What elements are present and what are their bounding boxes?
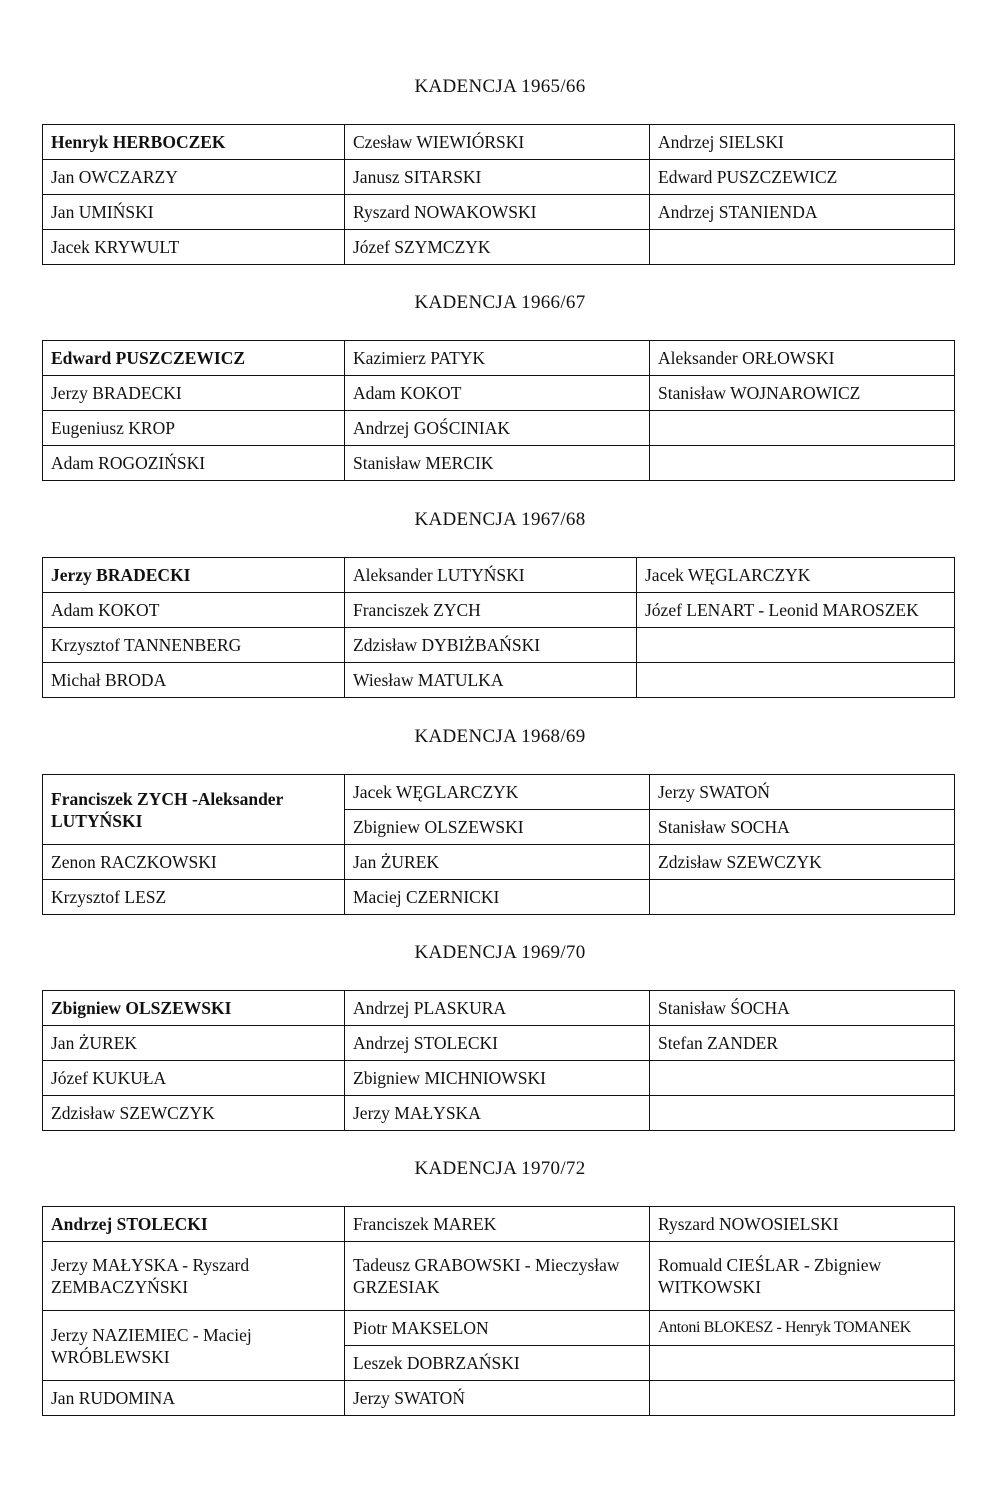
table-cell: Stanisław SOCHA [650,810,955,845]
table-cell: Eugeniusz KROP [43,411,345,446]
table-cell: Jacek WĘGLARCZYK [637,558,955,593]
table-cell: Jacek WĘGLARCZYK [345,775,650,810]
table-cell [650,1061,955,1096]
table-row [43,376,955,411]
table-cell [650,1381,955,1416]
table-cell: Tadeusz GRABOWSKI - Mieczysław GRZESIAK [345,1242,650,1311]
table-cell [650,230,955,265]
table-row [43,663,955,698]
table-cell: Leszek DOBRZAŃSKI [345,1346,650,1381]
table-cell: Andrzej STANIENDA [650,195,955,230]
table-cell: Jan OWCZARZY [43,160,345,195]
table-cell: Jacek KRYWULT [43,230,345,265]
table-cell: Józef SZYMCZYK [345,230,650,265]
table-cell: Jan RUDOMINA [43,1381,345,1416]
members-table-1965-66 [42,124,955,265]
table-cell: Józef LENART - Leonid MAROSZEK [637,593,955,628]
table-cell: Stanisław WOJNAROWICZ [650,376,955,411]
table-cell: Józef KUKUŁA [43,1061,345,1096]
table-cell: Andrzej STOLECKI [43,1207,345,1242]
table-cell: Kazimierz PATYK [345,341,650,376]
table-cell [650,446,955,481]
table-cell: Janusz SITARSKI [345,160,650,195]
table-cell: Edward PUSZCZEWICZ [43,341,345,376]
table-cell: Andrzej PLASKURA [345,991,650,1026]
table-cell: Adam KOKOT [43,593,345,628]
table-cell: Aleksander ORŁOWSKI [650,341,955,376]
table-cell [650,1346,955,1381]
table-row [43,775,955,810]
table-row [43,1026,955,1061]
table-cell: Stanisław MERCIK [345,446,650,481]
table-cell: Zdzisław SZEWCZYK [43,1096,345,1131]
table-cell: Zbigniew OLSZEWSKI [345,810,650,845]
table-cell: Edward PUSZCZEWICZ [650,160,955,195]
table-cell [650,1096,955,1131]
table-cell: Jerzy SWATOŃ [650,775,955,810]
table-cell: Ryszard NOWAKOWSKI [345,195,650,230]
table-cell: Jerzy BRADECKI [43,558,345,593]
table-cell: Franciszek MAREK [345,1207,650,1242]
table-cell: Stanisław ŚOCHA [650,991,955,1026]
table-row [43,845,955,880]
table-row [43,991,955,1026]
table-cell: Franciszek ZYCH [345,593,637,628]
table-cell: Jerzy SWATOŃ [345,1381,650,1416]
table-cell: Andrzej GOŚCINIAK [345,411,650,446]
table-row [43,125,955,160]
table-cell: Aleksander LUTYŃSKI [345,558,637,593]
table-row [43,341,955,376]
table-row [43,446,955,481]
table-cell: Michał BRODA [43,663,345,698]
table-row [43,1381,955,1416]
table-cell [637,628,955,663]
table-cell: Maciej CZERNICKI [345,880,650,915]
members-table-1966-67 [42,340,955,481]
table-row [43,1242,955,1311]
section-title-1968-69: KADENCJA 1968/69 [414,726,586,747]
table-cell: Adam ROGOZIŃSKI [43,446,345,481]
table-row [43,1207,955,1242]
table-row [43,558,955,593]
table-cell: Zbigniew MICHNIOWSKI [345,1061,650,1096]
table-row [43,628,955,663]
table-cell: Franciszek ZYCH -Aleksander LUTYŃSKI [43,775,345,845]
table-cell: Zdzisław SZEWCZYK [650,845,955,880]
table-cell: Krzysztof TANNENBERG [43,628,345,663]
table-cell: Jerzy MAŁYSKA [345,1096,650,1131]
table-cell: Piotr MAKSELON [345,1311,650,1346]
section-title-1970-72: KADENCJA 1970/72 [414,1158,586,1179]
table-cell: Romuald CIEŚLAR - Zbigniew WITKOWSKI [650,1242,955,1311]
table-row [43,160,955,195]
table-cell [637,663,955,698]
table-cell: Jan ŻUREK [43,1026,345,1061]
table-cell [650,880,955,915]
section-title-1965-66: KADENCJA 1965/66 [414,76,586,97]
members-table-1968-69 [42,774,955,915]
table-row [43,1096,955,1131]
table-cell: Antoni BLOKESZ - Henryk TOMANEK [650,1311,955,1346]
table-cell: Andrzej SIELSKI [650,125,955,160]
table-row [43,230,955,265]
table-cell [650,411,955,446]
table-cell: Jerzy NAZIEMIEC - Maciej WRÓBLEWSKI [43,1311,345,1381]
section-title-1969-70: KADENCJA 1969/70 [414,942,586,963]
table-cell: Jerzy BRADECKI [43,376,345,411]
members-table-1967-68 [42,557,955,698]
table-cell: Jan UMIŃSKI [43,195,345,230]
table-row [43,195,955,230]
table-cell: Krzysztof LESZ [43,880,345,915]
table-cell: Adam KOKOT [345,376,650,411]
table-cell: Wiesław MATULKA [345,663,637,698]
table-cell: Henryk HERBOCZEK [43,125,345,160]
table-cell: Ryszard NOWOSIELSKI [650,1207,955,1242]
table-row [43,1061,955,1096]
table-row [43,411,955,446]
table-cell: Zenon RACZKOWSKI [43,845,345,880]
table-cell: Zbigniew OLSZEWSKI [43,991,345,1026]
members-table-1969-70 [42,990,955,1131]
section-title-1967-68: KADENCJA 1967/68 [414,509,586,530]
table-row [43,880,955,915]
section-title-1966-67: KADENCJA 1966/67 [414,292,586,313]
table-cell: Zdzisław DYBIŻBAŃSKI [345,628,637,663]
table-cell: Andrzej STOLECKI [345,1026,650,1061]
table-cell: Czesław WIEWIÓRSKI [345,125,650,160]
table-row [43,593,955,628]
table-row [43,1311,955,1346]
table-cell: Jan ŻUREK [345,845,650,880]
table-cell: Stefan ZANDER [650,1026,955,1061]
members-table-1970-72 [42,1206,955,1416]
table-cell: Jerzy MAŁYSKA - Ryszard ZEMBACZYŃSKI [43,1242,345,1311]
